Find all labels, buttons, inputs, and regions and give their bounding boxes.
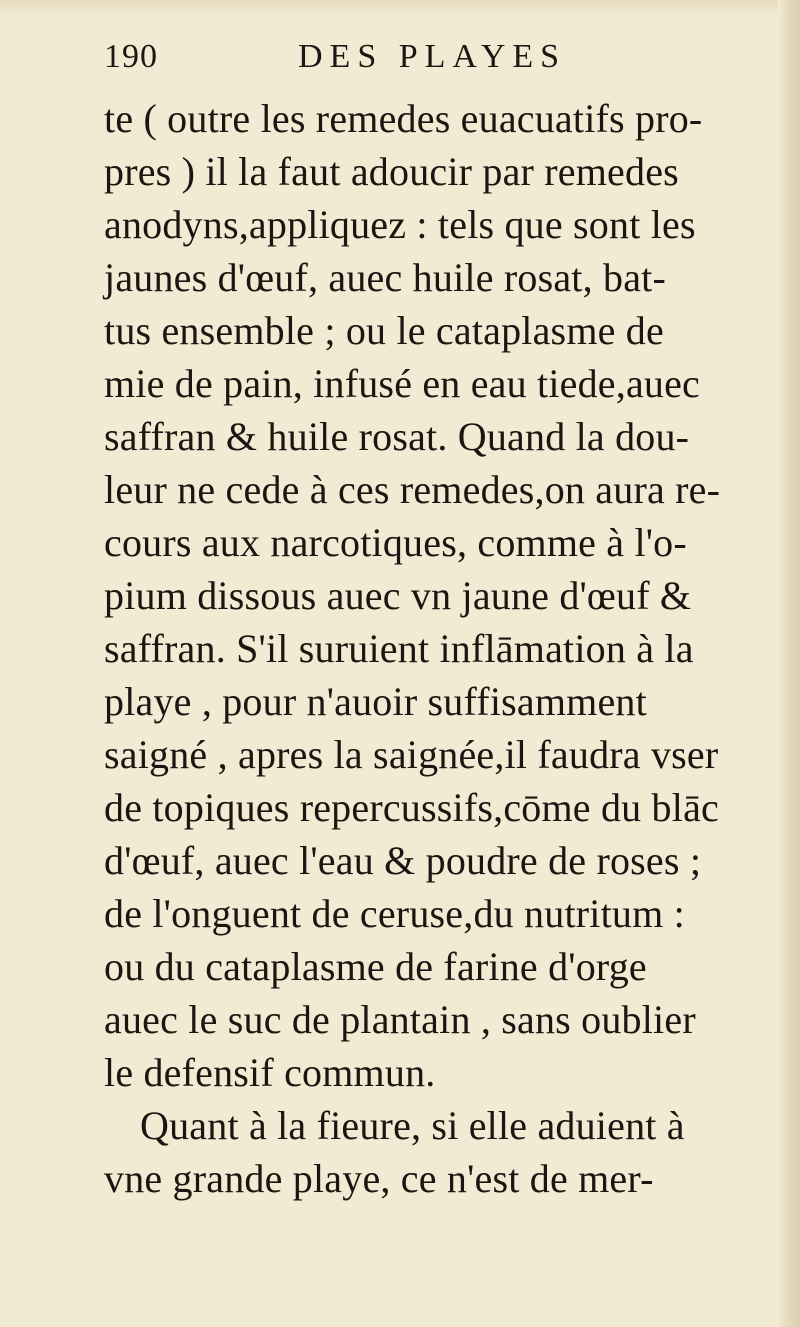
page-fore-edge [778, 0, 800, 1327]
text-line: vne grande playe, ce n'est de mer- [104, 1156, 654, 1201]
text-line: pres ) il la faut adoucir par remedes [104, 149, 679, 194]
text-line: te ( outre les remedes euacuatifs pro- [104, 96, 703, 141]
text-line: Quant à la fieure, si elle aduient à [140, 1103, 685, 1148]
text-line: de topiques repercussifs,cōme du blāc [104, 785, 719, 830]
text-line: tus ensemble ; ou le cataplasme de [104, 308, 664, 353]
text-line: jaunes d'œuf, auec huile rosat, bat- [104, 255, 666, 300]
text-line: ou du cataplasme de farine d'orge [104, 944, 647, 989]
text-line: saffran. S'il suruient inflāmation à la [104, 626, 694, 671]
text-line: mie de pain, infusé en eau tiede,auec [104, 361, 701, 406]
running-head: DES PLAYES [298, 38, 567, 75]
text-line: saffran & huile rosat. Quand la dou- [104, 414, 690, 459]
text-line: anodyns,appliquez : tels que sont les [104, 202, 696, 247]
text-line: cours aux narcotiques, comme à l'o- [104, 520, 687, 565]
page-top-edge [0, 0, 800, 14]
page-header [104, 38, 684, 94]
text-line: pium dissous auec vn jaune d'œuf & [104, 573, 692, 618]
text-line: leur ne cede à ces remedes,on aura re- [104, 467, 721, 512]
page-number: 190 [104, 38, 158, 75]
text-line: saigné , apres la saignée,il faudra vser [104, 732, 719, 777]
body-text [104, 92, 774, 1205]
text-line: d'œuf, auec l'eau & poudre de roses ; [104, 838, 702, 883]
text-line: de l'onguent de ceruse,du nutritum : [104, 891, 685, 936]
text-line: le defensif commun. [104, 1050, 436, 1095]
text-line: auec le suc de plantain , sans oublier [104, 997, 696, 1042]
text-line: playe , pour n'auoir suffisamment [104, 679, 647, 724]
